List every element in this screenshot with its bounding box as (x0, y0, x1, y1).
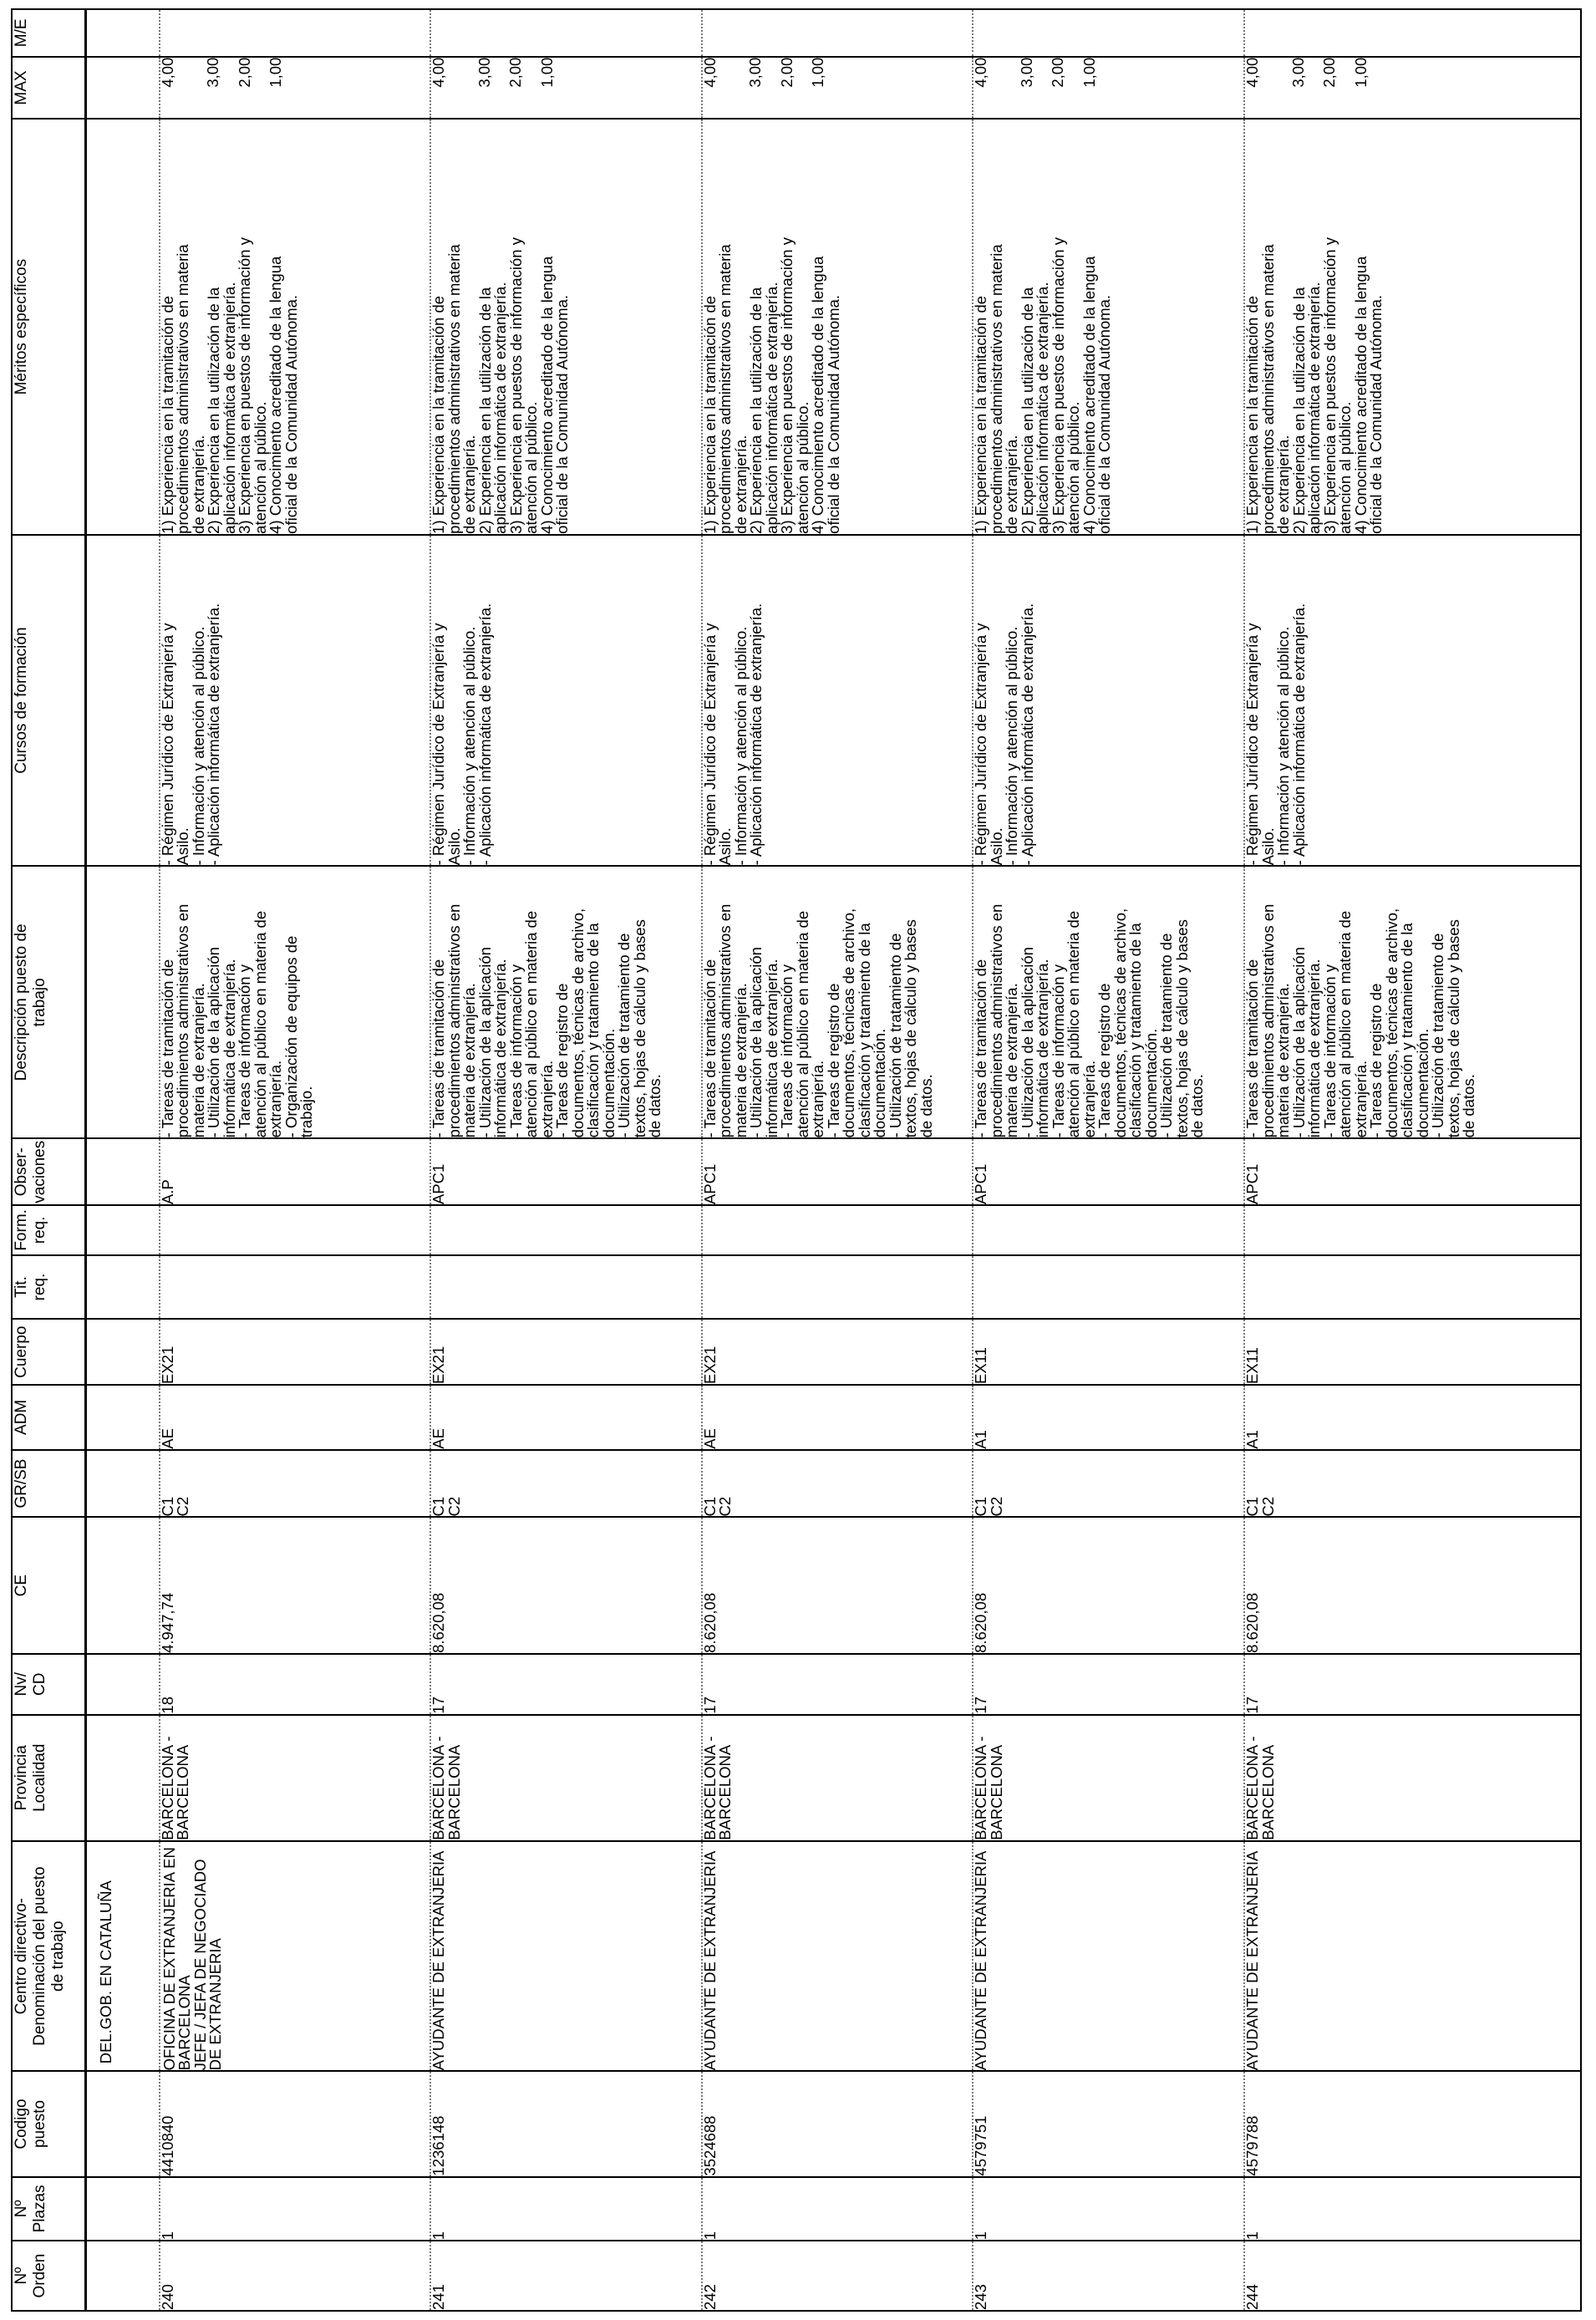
form-cell (973, 1205, 1244, 1255)
plazas-cell: 1 (160, 2177, 431, 2241)
tit-cell (430, 1255, 702, 1320)
codigo-cell: 4410840 (160, 2071, 431, 2176)
tit-cell (702, 1255, 973, 1320)
max-value: 2,00 (1320, 57, 1339, 88)
grupo-cell: C1 C2 (702, 1450, 973, 1518)
cursos-cell: - Régimen Jurídico de Extranjería y Asilo. - Información y atención al público. - Aplicación informática de extranjería. (973, 535, 1244, 867)
cuerpo-cell: EX11 (1244, 1319, 1581, 1385)
grupo-cell: C1 C2 (430, 1450, 702, 1518)
header-nivel: Nv/ CD (12, 1654, 86, 1715)
codigo-cell: 4579751 (973, 2071, 1244, 2176)
provincia-cell: BARCELONA - BARCELONA (160, 1715, 431, 1841)
meritos-cell: 1) Experiencia en la tramitación de procedimientos administrativos en materia de extranjería. 2) Experiencia en la utilización de la aplicación informática de extranjería. 3) Experiencia en puestos de información y atención al público. 4) Conocimiento acreditado de la lengua oficial de la Comunidad Autónoma. (430, 119, 702, 535)
cursos-cell: - Régimen Jurídico de Extranjería y Asilo. - Información y atención al público. - Aplicación informática de extranjería. (1244, 535, 1581, 867)
ce-cell: 8.620,08 (430, 1517, 702, 1653)
meritos-cell: 1) Experiencia en la tramitación de procedimientos administrativos en materia de extranjería. 2) Experiencia en la utilización de la aplicación informática de extranjería. 3) Experiencia en puestos de información y atención al público. 4) Conocimiento acreditado de la lengua oficial de la Comunidad Autónoma. (160, 119, 431, 535)
descripcion-cell: - Tareas de tramitación de procedimientos administrativos en materia de extranjería. - Utilización de la aplicación informática de extranjería. - Tareas de información y atención al público en materia de extranjería. - Tareas de registro de documentos, técnicas de archivo, clasificación y tratamiento de la documentación. - Utilización de tratamiento de textos, hojas de cálculo y bases de datos. (1244, 866, 1581, 1138)
meritos-cell: 1) Experiencia en la tramitación de procedimientos administrativos en materia de extranjería. 2) Experiencia en la utilización de la aplicación informática de extranjería. 3) Experiencia en puestos de información y atención al público. 4) Conocimiento acreditado de la lengua oficial de la Comunidad Autónoma. (1244, 119, 1581, 535)
denominacion-cell: AYUDANTE DE EXTRANJERIA (702, 1841, 973, 2072)
nivel-cell: 18 (160, 1654, 431, 1715)
max-value: 2,00 (777, 57, 795, 88)
header-adm: ADM (12, 1385, 86, 1450)
obs-cell: APC1 (973, 1138, 1244, 1205)
header-centro: Centro directivo- Denominación del puesto de trabajo (12, 1841, 86, 2072)
header-form: Form. req. (12, 1205, 86, 1255)
max-cell (430, 57, 702, 120)
max-value: 3,00 (475, 57, 493, 88)
codigo-cell: 4579788 (1244, 2071, 1581, 2176)
obs-cell: APC1 (430, 1138, 702, 1205)
header-provincia: Provincia Localidad (12, 1715, 86, 1841)
obs-cell: A.P (160, 1138, 431, 1205)
max-value: 4,00 (700, 57, 719, 88)
max-value: 4,00 (1243, 57, 1262, 88)
adm-cell: AE (160, 1385, 431, 1450)
me-cell (1244, 9, 1581, 57)
meritos-cell: 1) Experiencia en la tramitación de procedimientos administrativos en materia de extranjería. 2) Experiencia en la utilización de la aplicación informática de extranjería. 3) Experiencia en puestos de información y atención al público. 4) Conocimiento acreditado de la lengua oficial de la Comunidad Autónoma. (973, 119, 1244, 535)
section-row (86, 9, 160, 2311)
orden-cell: 244 (1244, 2241, 1581, 2311)
adm-cell: A1 (973, 1385, 1244, 1450)
cuerpo-cell: EX11 (973, 1319, 1244, 1385)
provincia-cell: BARCELONA - BARCELONA (702, 1715, 973, 1841)
descripcion-cell: - Tareas de tramitación de procedimientos administrativos en materia de extranjería. - Utilización de la aplicación informática de extranjería. - Tareas de información y atención al público en materia de extranjería. - Tareas de registro de documentos, técnicas de archivo, clasificación y tratamiento de la documentación. - Utilización de tratamiento de textos, hojas de cálculo y bases de datos. (430, 866, 702, 1138)
me-cell (973, 9, 1244, 57)
descripcion-cell: - Tareas de tramitación de procedimientos administrativos en materia de extranjería. - Utilización de la aplicación informática de extranjería. - Tareas de información y atención al público en materia de extranjería. - Tareas de registro de documentos, técnicas de archivo, clasificación y tratamiento de la documentación. - Utilización de tratamiento de textos, hojas de cálculo y bases de datos. (702, 866, 973, 1138)
header-codigo: Codigo puesto (12, 2071, 86, 2176)
tit-cell (1244, 1255, 1581, 1320)
max-value: 1,00 (1351, 57, 1370, 88)
nivel-cell: 17 (1244, 1654, 1581, 1715)
header-cursos: Cursos de formación (12, 535, 86, 867)
ce-cell: 4.947,74 (160, 1517, 431, 1653)
table-header-row (12, 9, 86, 2311)
orden-cell: 241 (430, 2241, 702, 2311)
denominacion-cell: AYUDANTE DE EXTRANJERIA (973, 1841, 1244, 2072)
max-cell (702, 57, 973, 120)
cursos-cell: - Régimen Jurídico de Extranjería y Asilo. - Información y atención al público. - Aplicación informática de extranjería. (160, 535, 431, 867)
form-cell (160, 1205, 431, 1255)
denominacion-cell (160, 1841, 431, 2072)
form-cell (430, 1205, 702, 1255)
max-value: 1,00 (809, 57, 827, 88)
max-value: 1,00 (1080, 57, 1098, 88)
table-row (973, 9, 1244, 2311)
grupo-cell: C1 C2 (973, 1450, 1244, 1518)
max-value: 1,00 (267, 57, 285, 88)
adm-cell: AE (430, 1385, 702, 1450)
cuerpo-cell: EX21 (430, 1319, 702, 1385)
ce-cell: 8.620,08 (973, 1517, 1244, 1653)
plazas-cell: 1 (430, 2177, 702, 2241)
codigo-cell: 1236148 (430, 2071, 702, 2176)
max-cell (1244, 57, 1581, 120)
max-value: 2,00 (506, 57, 525, 88)
job-positions-table (11, 8, 1582, 2312)
obs-cell: APC1 (702, 1138, 973, 1205)
plazas-cell: 1 (973, 2177, 1244, 2241)
provincia-cell: BARCELONA - BARCELONA (1244, 1715, 1581, 1841)
cursos-cell: - Régimen Jurídico de Extranjería y Asilo. - Información y atención al público. - Aplicación informática de extranjería. (430, 535, 702, 867)
table-row (702, 9, 973, 2311)
grupo-cell: C1 C2 (160, 1450, 431, 1518)
oficina-label: OFICINA DE EXTRANJERIA EN BARCELONA (160, 1847, 194, 2071)
codigo-cell: 3524688 (702, 2071, 973, 2176)
obs-cell: APC1 (1244, 1138, 1581, 1205)
orden-cell: 242 (702, 2241, 973, 2311)
adm-cell: AE (702, 1385, 973, 1450)
header-tit: Tit. req. (12, 1255, 86, 1320)
table-row (160, 9, 431, 2311)
provincia-cell: BARCELONA - BARCELONA (430, 1715, 702, 1841)
provincia-cell: BARCELONA - BARCELONA (973, 1715, 1244, 1841)
header-plazas: Nº Plazas (12, 2177, 86, 2241)
max-value: 4,00 (429, 57, 448, 88)
header-max: MAX (12, 57, 86, 120)
cuerpo-cell: EX21 (702, 1319, 973, 1385)
max-value: 3,00 (1017, 57, 1035, 88)
max-value: 3,00 (746, 57, 765, 88)
table-row (1244, 9, 1581, 2311)
plazas-cell: 1 (702, 2177, 973, 2241)
max-value: 4,00 (158, 57, 176, 88)
section-centro: DEL.GOB. EN CATALUÑA (97, 1880, 114, 2064)
nivel-cell: 17 (430, 1654, 702, 1715)
max-value: 3,00 (204, 57, 222, 88)
descripcion-cell: - Tareas de tramitación de procedimientos administrativos en materia de extranjería. - Utilización de la aplicación informática de extranjería. - Tareas de información y atención al público en materia de extranjería. - Tareas de registro de documentos, técnicas de archivo, clasificación y tratamiento de la documentación. - Utilización de tratamiento de textos, hojas de cálculo y bases de datos. (973, 866, 1244, 1138)
nivel-cell: 17 (973, 1654, 1244, 1715)
adm-cell: A1 (1244, 1385, 1581, 1450)
header-obs: Obser- vaciones (12, 1138, 86, 1205)
header-orden: Nº Orden (12, 2241, 86, 2311)
header-meritos: Méritos específicos (12, 119, 86, 535)
me-cell (430, 9, 702, 57)
orden-cell: 243 (973, 2241, 1244, 2311)
header-me: M/E (12, 9, 86, 57)
ce-cell: 8.620,08 (1244, 1517, 1581, 1653)
max-value: 4,00 (972, 57, 990, 88)
header-grupo: GR/SB (12, 1450, 86, 1518)
form-cell (702, 1205, 973, 1255)
denominacion-cell: AYUDANTE DE EXTRANJERIA (1244, 1841, 1581, 2072)
nivel-cell: 17 (702, 1654, 973, 1715)
table-row (430, 9, 702, 2311)
denominacion-cell: AYUDANTE DE EXTRANJERIA (430, 1841, 702, 2072)
max-value: 3,00 (1288, 57, 1307, 88)
denominacion-text: JEFE / JEFA DE NEGOCIADO DE EXTRANJERIA (191, 1859, 225, 2071)
orden-cell: 240 (160, 2241, 431, 2311)
form-cell (1244, 1205, 1581, 1255)
max-value: 1,00 (537, 57, 556, 88)
max-value: 2,00 (1049, 57, 1067, 88)
cuerpo-cell: EX21 (160, 1319, 431, 1385)
header-cuerpo: Cuerpo (12, 1319, 86, 1385)
header-descripcion: Descripción puesto de trabajo (12, 866, 86, 1138)
me-cell (702, 9, 973, 57)
ce-cell: 8.620,08 (702, 1517, 973, 1653)
cursos-cell: - Régimen Jurídico de Extranjería y Asilo. - Información y atención al público. - Aplicación informática de extranjería. (702, 535, 973, 867)
header-ce: CE (12, 1517, 86, 1653)
me-cell (160, 9, 431, 57)
meritos-cell: 1) Experiencia en la tramitación de procedimientos administrativos en materia de extranjería. 2) Experiencia en la utilización de la aplicación informática de extranjería. 3) Experiencia en puestos de información y atención al público. 4) Conocimiento acreditado de la lengua oficial de la Comunidad Autónoma. (702, 119, 973, 535)
descripcion-cell: - Tareas de tramitación de procedimientos administrativos en materia de extranjería. - Utilización de la aplicación informática de extranjería. - Tareas de información y atención al público en materia de extranjería. - Organización de equipos de trabajo. (160, 866, 431, 1138)
max-value: 2,00 (235, 57, 253, 88)
tit-cell (160, 1255, 431, 1320)
max-cell (973, 57, 1244, 120)
max-cell (160, 57, 431, 120)
plazas-cell: 1 (1244, 2177, 1581, 2241)
grupo-cell: C1 C2 (1244, 1450, 1581, 1518)
tit-cell (973, 1255, 1244, 1320)
